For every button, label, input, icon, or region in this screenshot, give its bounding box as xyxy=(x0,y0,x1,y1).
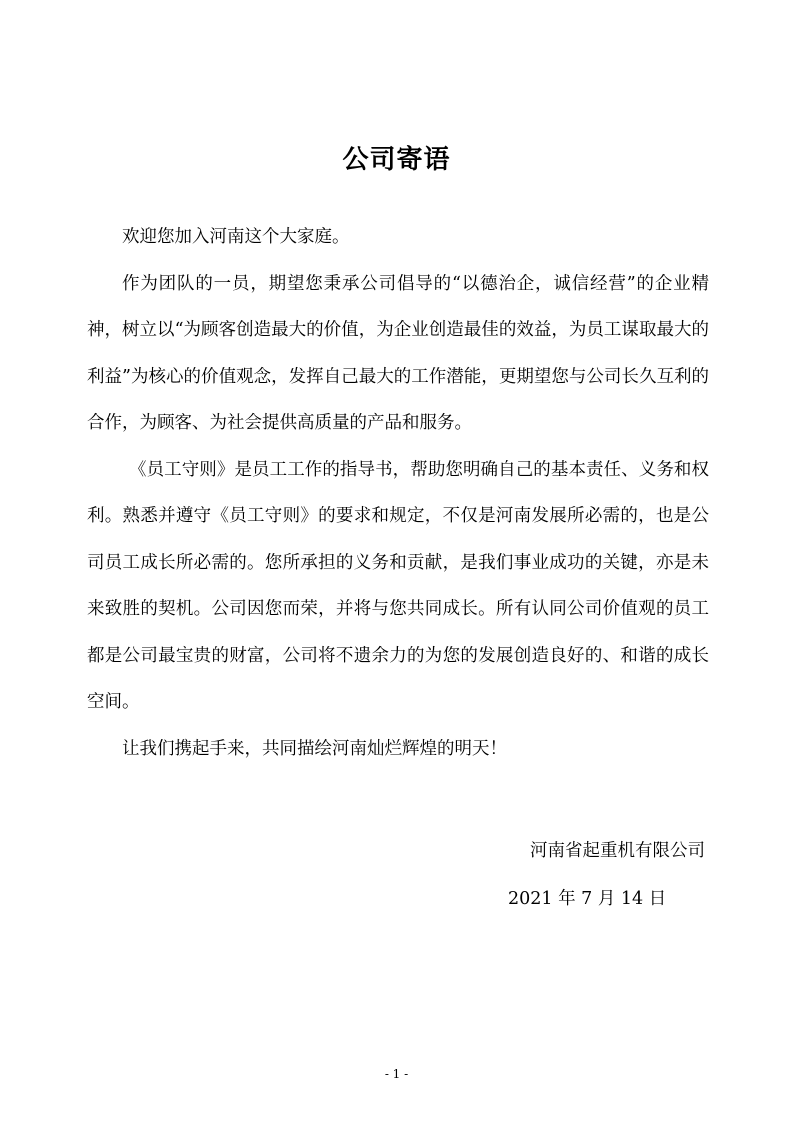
page-number: - 1 - xyxy=(384,1067,409,1081)
signature-date: 2021 年 7 月 14 日 xyxy=(508,889,667,909)
paragraph-mission: 作为团队的一员，期望您秉承公司倡导的“以德治企，诚信经营”的企业精神，树立以“为顾客创造最大的价值，为企业创造最佳的效益，为员工谋取最大的利益”为核心的价值观念，发挥自己最大的工作潜能，更期望您与公司长久互利的合作，为顾客、为社会提供高质量的产品和服务。 xyxy=(87,273,709,433)
paragraph-welcome: 欢迎您加入河南这个大家庭。 xyxy=(122,227,350,247)
document-body xyxy=(87,214,709,772)
company-signature: 河南省起重机有限公司 xyxy=(530,841,705,861)
paragraph-closing: 让我们携起手来，共同描绘河南灿烂辉煌的明天！ xyxy=(122,738,507,759)
page-title: 公司寄语 xyxy=(342,145,451,175)
paragraph-handbook: 《员工守则》是员工工作的指导书，帮助您明确自己的基本责任、义务和权利。熟悉并遵守《员工守则》的要求和规定，不仅是河南发展所必需的，也是公司员工成长所必需的。您所承担的义务和贡献，是我们事业成功的关键，亦是未来致胜的契机。公司因您而荣，并将与您共同成长。所有认同公司价值观的员工都是公司最宝贵的财富，公司将不遗余力的为您的发展创造良好的、和谐的成长空间。 xyxy=(87,459,709,712)
